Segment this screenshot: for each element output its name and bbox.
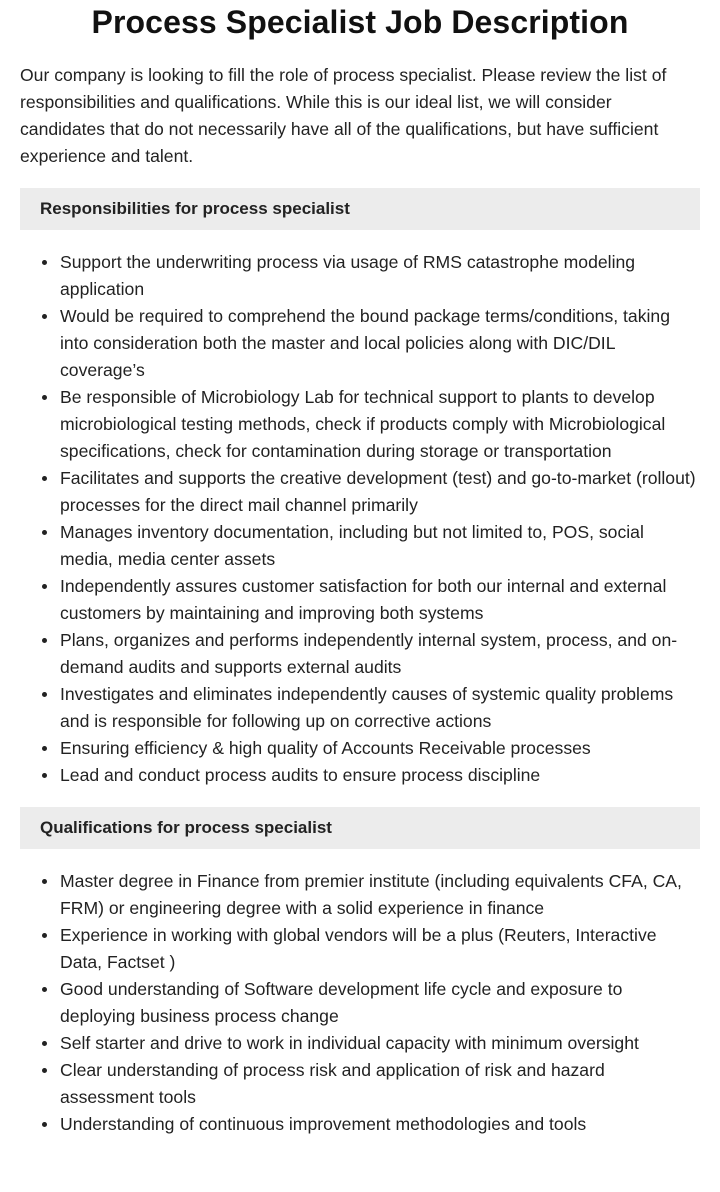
list-item [60, 976, 700, 1030]
list-item [60, 465, 700, 519]
bullet-icon [42, 1068, 47, 1073]
list-item [60, 519, 700, 573]
list-item [60, 922, 700, 976]
bullet-icon [42, 773, 47, 778]
bullet-icon [42, 879, 47, 884]
list-item-text: Good understanding of Software development life cycle and exposure to deploying business process change [60, 979, 623, 1026]
list-item [60, 249, 700, 303]
list-item [60, 762, 700, 789]
bullet-icon [42, 260, 47, 265]
list-item [60, 384, 700, 465]
list-item [60, 735, 700, 762]
list-item [60, 627, 700, 681]
responsibilities-list [20, 249, 700, 789]
bullet-icon [42, 933, 47, 938]
list-item [60, 868, 700, 922]
list-item-text: Be responsible of Microbiology Lab for technical support to plants to develop microbiological testing methods, check if products comply with Microbiological specifications, check for contamination during storage or transportation [60, 387, 666, 461]
list-item [60, 303, 700, 384]
list-item-text: Experience in working with global vendors will be a plus (Reuters, Interactive Data, Factset ) [60, 925, 657, 972]
bullet-icon [42, 746, 47, 751]
intro-paragraph: Our company is looking to fill the role of process specialist. Please review the list of responsibilities and qualifications. While this is our ideal list, we will consider candidates that do not necessarily have all of the qualifications, but have sufficient experience and talent. [20, 65, 667, 166]
responsibilities-heading: Responsibilities for process specialist [20, 188, 700, 230]
bullet-icon [42, 1041, 47, 1046]
list-item-text: Ensuring efficiency & high quality of Accounts Receivable processes [60, 738, 591, 758]
bullet-icon [42, 584, 47, 589]
bullet-icon [42, 530, 47, 535]
list-item [60, 681, 700, 735]
list-item-text: Facilitates and supports the creative development (test) and go-to-market (rollout) processes for the direct mail channel primarily [60, 468, 696, 515]
bullet-icon [42, 638, 47, 643]
list-item [60, 573, 700, 627]
bullet-icon [42, 476, 47, 481]
page-title: Process Specialist Job Description [91, 4, 629, 40]
qualifications-heading: Qualifications for process specialist [20, 807, 700, 849]
list-item-text: Manages inventory documentation, including but not limited to, POS, social media, media center assets [60, 522, 644, 569]
bullet-icon [42, 692, 47, 697]
list-item [60, 1111, 700, 1138]
list-item [60, 1057, 700, 1111]
list-item-text: Understanding of continuous improvement methodologies and tools [60, 1114, 587, 1134]
list-item-text: Independently assures customer satisfaction for both our internal and external customers by maintaining and improving both systems [60, 576, 667, 623]
list-item-text: Clear understanding of process risk and application of risk and hazard assessment tools [60, 1060, 605, 1107]
bullet-icon [42, 1122, 47, 1127]
bullet-icon [42, 395, 47, 400]
qualifications-list [20, 868, 700, 1138]
bullet-icon [42, 987, 47, 992]
list-item-text: Support the underwriting process via usage of RMS catastrophe modeling application [60, 252, 636, 299]
list-item-text: Master degree in Finance from premier institute (including equivalents CFA, CA, FRM) or engineering degree with a solid experience in finance [60, 871, 682, 918]
list-item-text: Would be required to comprehend the bound package terms/conditions, taking into consideration both the master and local policies along with DIC/DIL coverage’s [60, 306, 670, 380]
list-item-text: Lead and conduct process audits to ensure process discipline [60, 765, 541, 785]
list-item-text: Investigates and eliminates independently causes of systemic quality problems and is responsible for following up on corrective actions [60, 684, 674, 731]
bullet-icon [42, 314, 47, 319]
list-item [60, 1030, 700, 1057]
list-item-text: Plans, organizes and performs independently internal system, process, and on-demand audits and supports external audits [60, 630, 678, 677]
list-item-text: Self starter and drive to work in individual capacity with minimum oversight [60, 1033, 639, 1053]
